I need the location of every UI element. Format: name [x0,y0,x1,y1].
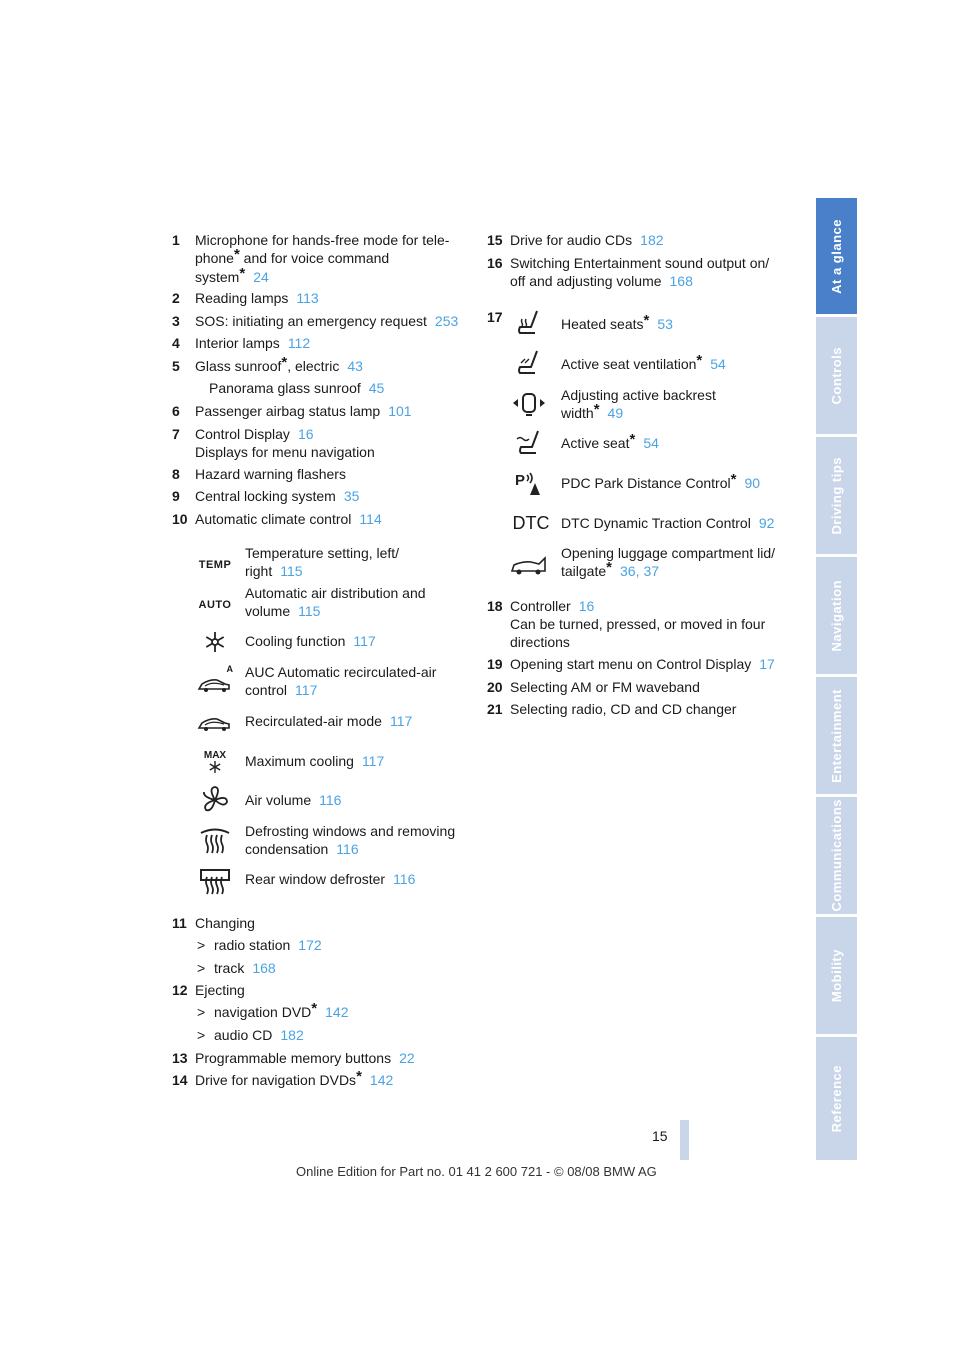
chapter-sidebar [816,198,857,1160]
page-ref-link[interactable]: 43 [347,358,363,374]
page-ref-link[interactable]: 117 [389,713,413,729]
page-ref-link[interactable]: 35 [343,488,360,504]
temp-icon: TEMP [198,559,232,571]
item-11: 11 Changing > radio station 172 > track 168 [172,915,322,976]
tab-navigation[interactable]: Navigation [816,557,857,674]
page-ref-link[interactable]: 182 [640,232,664,248]
tab-entertainment[interactable]: Entertainment [816,677,857,794]
tab-controls[interactable]: Controls [816,317,857,434]
page-ref-link[interactable]: 112 [287,335,311,351]
page-ref-link[interactable]: 115 [280,563,303,579]
page-ref-link[interactable]: 117 [353,633,376,649]
page-number: 15 [652,1128,668,1144]
page-ref-link[interactable]: 90 [744,475,761,491]
item-5: 5 Glass sunroof*, electric 43 Panorama glass sunroof 45 [172,354,385,396]
item-1: 1 Microphone for hands-free mode for tele- phone* and for voice command system* 24 [172,232,450,285]
fan-icon [197,785,233,815]
page-ref-link[interactable]: 172 [298,937,322,953]
item-2: 2 Reading lamps 113 [172,290,319,306]
tab-driving-tips[interactable]: Driving tips [816,437,857,554]
auc-car-icon: A [197,668,233,698]
active-seat-icon [511,428,547,458]
item-9: 9 Central locking system 35 [172,488,360,504]
item-8: 8 Hazard warning flashers [172,466,346,482]
auto-icon: AUTO [198,599,232,611]
page-ref-link[interactable]: 168 [252,960,276,976]
item-12: 12 Ejecting > navigation DVD* 142 > audio CD 182 [172,982,349,1043]
tab-mobility[interactable]: Mobility [816,917,857,1034]
item-14: 14 Drive for navigation DVDs* 142 [172,1068,394,1088]
tab-at-a-glance[interactable]: At a glance [816,198,857,314]
item-21: 21 Selecting radio, CD and CD changer [487,701,737,717]
page-ref-link[interactable]: 182 [280,1027,304,1043]
seat-ventilation-icon [511,348,547,378]
page-ref-link[interactable]: 116 [319,792,342,808]
item-16: 16 Switching Entertainment sound output on/ off and adjusting volume 168 [487,255,770,289]
item-1-text: Microphone for hands-free mode for tele- phone* and for voice command system* 24 [195,232,450,285]
page-ref-link[interactable]: 142 [369,1072,394,1088]
page-ref-link[interactable]: 92 [758,515,775,531]
page-ref-link[interactable]: 168 [669,273,693,289]
page-ref-link[interactable]: 22 [399,1050,415,1066]
page-ref-link[interactable]: 17 [759,656,775,672]
tab-communications[interactable]: Communications [816,797,857,914]
item-3: 3 SOS: initiating an emergency request 253 [172,313,459,329]
page-ref-link[interactable]: 115 [298,603,321,619]
pdc-icon [511,468,547,498]
page-ref-link[interactable]: 54 [643,435,659,451]
page-ref-link[interactable]: 54 [710,356,726,372]
windshield-defrost-icon [197,826,233,856]
dtc-icon: DTC [512,512,550,533]
item-13: 13 Programmable memory buttons 22 [172,1050,415,1066]
page-ref-link[interactable]: 114 [359,511,382,527]
page-ref-link[interactable]: 253 [434,313,459,329]
backrest-width-icon [511,390,547,420]
page-ref-link[interactable]: 117 [361,753,385,769]
item-4: 4 Interior lamps 112 [172,335,311,351]
heated-seat-icon [511,308,547,338]
page-ref-link[interactable]: 101 [388,403,412,419]
page-ref-link[interactable]: 45 [368,380,385,396]
footer-text: Online Edition for Part no. 01 41 2 600 721 - © 08/08 BMW AG [296,1164,657,1179]
page-ref-link[interactable]: 16 [297,426,314,442]
item-17: 17 [487,309,503,325]
page-number-bar [680,1120,689,1160]
page-ref-link[interactable]: 142 [325,1004,349,1020]
page-ref-link[interactable]: 116 [393,871,416,887]
recirculation-car-icon [197,707,233,737]
rear-defrost-icon [197,866,233,896]
page-ref-link[interactable]: 37 [643,563,660,579]
page-ref-link[interactable]: 49 [607,405,624,421]
tailgate-icon [511,550,547,580]
svg-text:P: P [515,472,526,489]
tab-reference[interactable]: Reference [816,1037,857,1160]
item-19: 19 Opening start menu on Control Display 17 [487,656,775,672]
page-ref-link[interactable]: 16 [578,598,595,614]
page-ref-link[interactable]: 36 [620,563,636,579]
item-10: 10 Automatic climate control 114 [172,511,382,527]
item-15: 15 Drive for audio CDs 182 [487,232,664,248]
page-ref-link[interactable]: 113 [296,290,319,306]
page-ref-link[interactable]: 53 [657,316,673,332]
page-ref-link[interactable]: 117 [295,682,318,698]
max-cooling-icon: MAX [197,746,233,776]
page-ref-link[interactable]: 116 [336,841,359,857]
page-ref-link[interactable]: 24 [253,269,269,285]
item-18: 18 Controller 16 Can be turned, pressed, or moved in four directions [487,598,766,650]
item-6: 6 Passenger airbag status lamp 101 [172,403,412,419]
snowflake-icon [197,627,233,657]
item-20: 20 Selecting AM or FM waveband [487,679,700,695]
item-7: 7 Control Display 16 Displays for menu navigation [172,426,375,460]
